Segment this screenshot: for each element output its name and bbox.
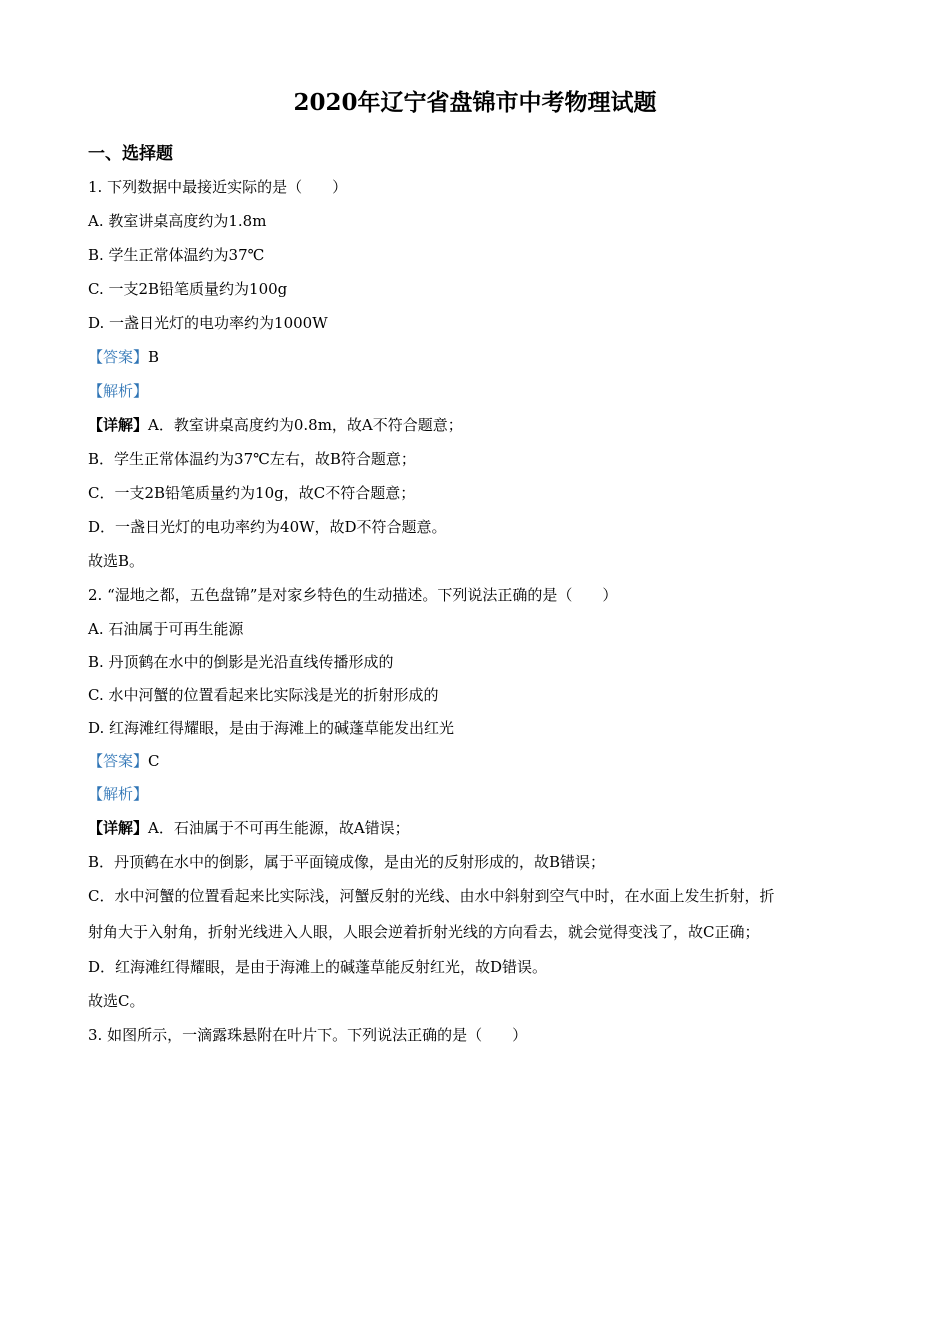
question-1-detail-4: D．一盏日光灯的电功率约为40W，故D不符合题意。: [88, 518, 447, 536]
answer-label: 【答案】: [88, 752, 149, 770]
question-2-detail-4: 射角大于入射角，折射光线进入人眼，人眼会逆着折射光线的方向看去，就会觉得变浅了，故C正确；: [88, 923, 760, 941]
question-1-option-c: C. 一支2B铅笔质量约为100g: [88, 280, 288, 298]
detail-text: A．教室讲桌高度约为0.8m，故A不符合题意；: [148, 416, 463, 434]
question-2-answer: [88, 751, 160, 771]
answer-value: C: [148, 752, 160, 770]
question-1-option-d: D. 一盏日光灯的电功率约为1000W: [88, 314, 328, 332]
question-2-detail-1: [88, 818, 410, 838]
detail-label: 【详解】: [88, 819, 149, 837]
question-1-option-b: B. 学生正常体温约为37℃: [88, 246, 265, 264]
answer-label: 【答案】: [88, 348, 149, 366]
question-2-option-d: D. 红海滩红得耀眼，是由于海滩上的碱蓬草能发出红光: [88, 719, 455, 737]
detail-label: 【详解】: [88, 416, 149, 434]
page-title: 2020年辽宁省盘锦市中考物理试题: [293, 89, 657, 116]
question-1-detail-2: B．学生正常体温约为37℃左右，故B符合题意；: [88, 450, 416, 468]
question-2-detail-2: B．丹顶鹤在水中的倒影，属于平面镜成像，是由光的反射形成的，故B错误；: [88, 853, 606, 871]
question-2-stem: 2. “湿地之都，五色盘锦”是对家乡特色的生动描述。下列说法正确的是（ ）: [88, 586, 618, 604]
question-2-analysis-label: 【解析】: [88, 785, 149, 803]
question-2-conclusion: 故选C。: [88, 992, 145, 1010]
section-heading: 一、选择题: [88, 144, 173, 164]
question-1-analysis-label: 【解析】: [88, 382, 149, 400]
question-2-detail-5: D．红海滩红得耀眼，是由于海滩上的碱蓬草能反射红光，故D错误。: [88, 958, 548, 976]
question-2-option-b: B. 丹顶鹤在水中的倒影是光沿直线传播形成的: [88, 653, 394, 671]
question-1-stem: 1. 下列数据中最接近实际的是（ ）: [88, 178, 348, 196]
detail-text: A．石油属于不可再生能源，故A错误；: [148, 819, 410, 837]
question-1-conclusion: 故选B。: [88, 552, 145, 570]
question-1-option-a: A. 教室讲桌高度约为1.8m: [88, 212, 267, 230]
question-2-option-a: A. 石油属于可再生能源: [88, 620, 244, 638]
question-1-detail-3: C．一支2B铅笔质量约为10g，故C不符合题意；: [88, 484, 416, 502]
question-1-answer: [88, 347, 159, 367]
answer-value: B: [148, 348, 160, 366]
question-3-stem: 3. 如图所示，一滴露珠悬附在叶片下。下列说法正确的是（ ）: [88, 1026, 528, 1044]
question-2-detail-3: C．水中河蟹的位置看起来比实际浅，河蟹反射的光线、由水中斜射到空气中时，在水面上发生折射，折: [88, 887, 775, 905]
question-2-option-c: C. 水中河蟹的位置看起来比实际浅是光的折射形成的: [88, 686, 439, 704]
question-1-detail-1: [88, 415, 463, 435]
